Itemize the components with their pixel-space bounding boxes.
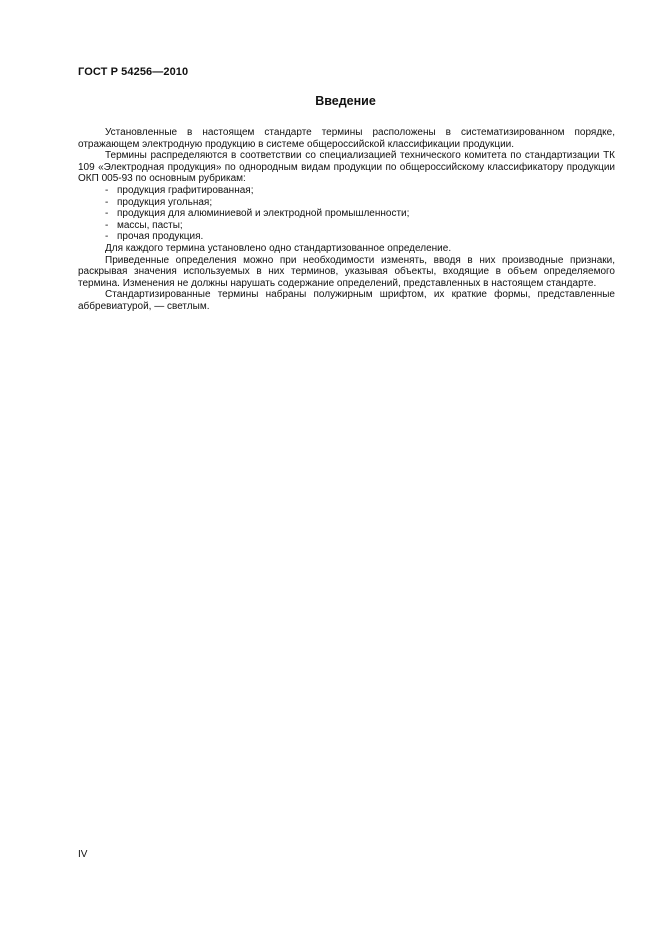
- list-dash: -: [105, 196, 109, 208]
- list-dash: -: [105, 219, 109, 231]
- list-item: [78, 185, 615, 197]
- paragraph: Термины распределяются в соответствии со специализацией технического комитета по стандартизации ТК 109 «Электродная продукция» по однородным видам продукции по общероссийскому классификатору продукции ОКП 005-93 по основным рубрикам:: [78, 150, 615, 185]
- document-code: ГОСТ Р 54256—2010: [78, 66, 189, 78]
- list-item: [78, 208, 615, 220]
- section-title: Введение: [315, 94, 376, 108]
- list-dash: -: [105, 184, 109, 196]
- list-item: [78, 220, 615, 232]
- list-item-text: продукция для алюминиевой и электродной промышленности;: [117, 208, 410, 220]
- paragraph: Для каждого термина установлено одно стандартизованное определение.: [105, 242, 452, 254]
- list-item: [78, 197, 615, 209]
- document-body: [78, 127, 615, 313]
- list-item-text: продукция графитированная;: [117, 184, 254, 196]
- rubric-list: [78, 185, 615, 243]
- page-number: IV: [78, 849, 88, 860]
- list-item-text: продукция угольная;: [117, 196, 213, 208]
- paragraph: Стандартизированные термины набраны полужирным шрифтом, их краткие формы, представленные аббревиатурой, — светлым.: [78, 289, 615, 312]
- list-dash: -: [105, 208, 109, 220]
- list-item-text: массы, пасты;: [117, 219, 183, 231]
- paragraph: Приведенные определения можно при необходимости изменять, вводя в них производные признаки, раскрывая значения используемых в них терминов, указывая объекты, входящие в объем определяемого термина. Изменения не должны нарушать содержание определений, представленных в настоящем стандарте.: [78, 254, 615, 289]
- paragraph: Установленные в настоящем стандарте термины расположены в систематизированном порядке, отражающем электродную продукцию в системе общероссийской классификации продукции.: [78, 127, 615, 150]
- list-item: [78, 231, 615, 243]
- list-dash: -: [105, 231, 109, 243]
- list-item-text: прочая продукция.: [117, 231, 204, 243]
